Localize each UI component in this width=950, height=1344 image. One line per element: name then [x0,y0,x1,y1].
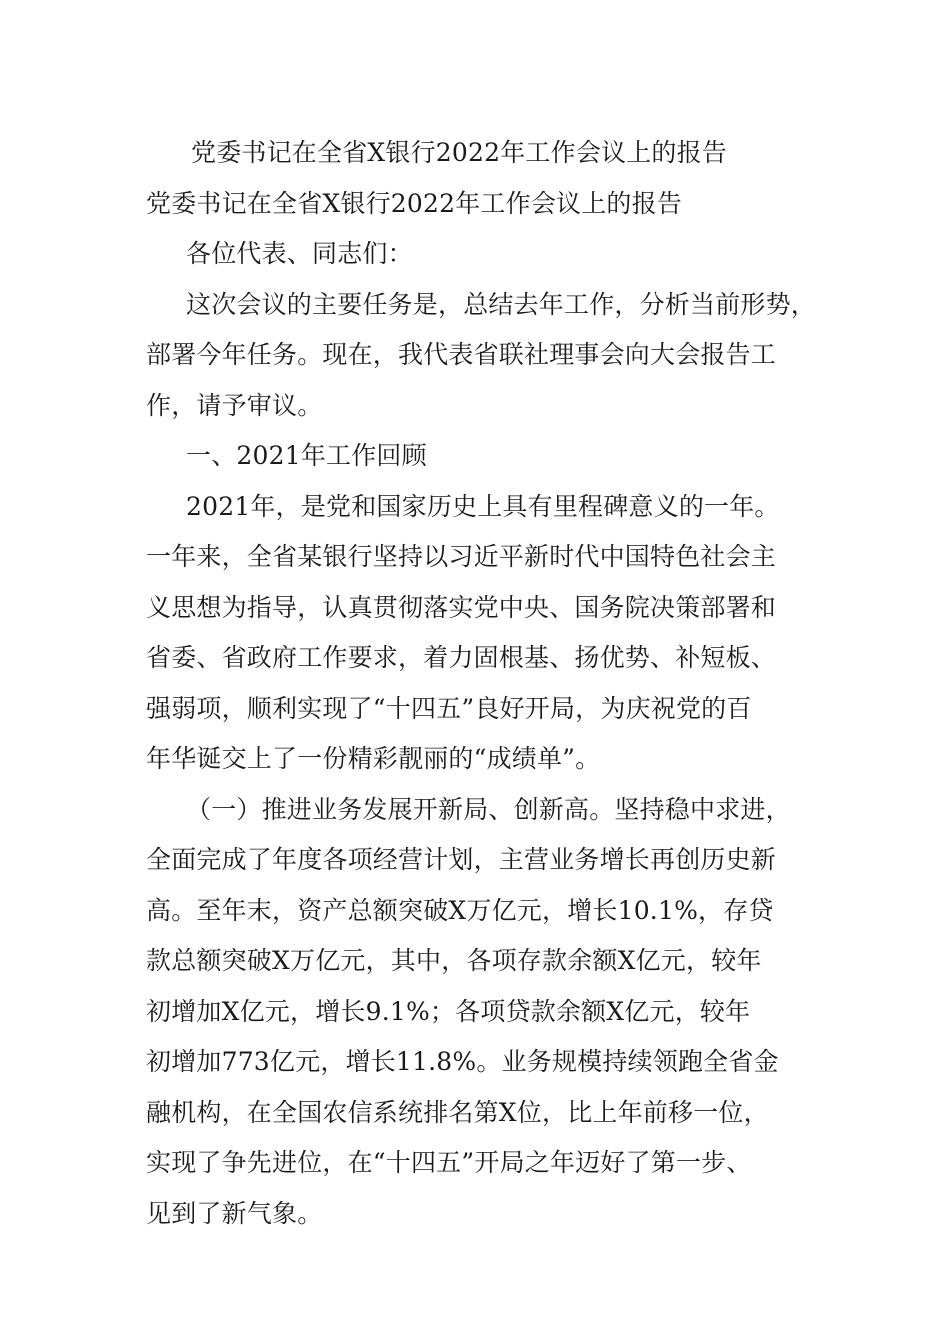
text-line: 实现了争先进位，在“十四五”开局之年迈好了第一步、 [146,1148,752,1177]
text-line: 各位代表、同志们： [186,239,413,268]
text-line: 这次会议的主要任务是，总结去年工作，分析当前形势， [186,289,817,319]
text-line: 作，请予审议。 [146,390,323,420]
text-line: 高。至年末，资产总额突破X万亿元，增长10.1%，存贷 [146,895,774,925]
text-line: 初增加X亿元，增长9.1%；各项贷款余额X亿元，较年 [146,996,751,1026]
document-body [146,128,817,1239]
text-line: 义思想为指导，认真贯彻落实党中央、国务院决策部署和 [146,592,777,622]
text-line: 省委、省政府工作要求，着力固根基、扬优势、补短板、 [146,643,777,672]
text-line: 见到了新气象。 [146,1198,323,1228]
text-line: 全面完成了年度各项经营计划，主营业务增长再创历史新 [146,845,777,874]
text-line: 部署今年任务。现在，我代表省联社理事会向大会报告工 [146,340,777,369]
text-line: 2021年，是党和国家历史上具有里程碑意义的一年。 [186,491,780,521]
text-line: 年华诞交上了一份精彩靓丽的“成绩单”。 [146,744,601,773]
text-line: （一）推进业务发展开新局、创新高。坚持稳中求进， [186,794,791,824]
text-line: 融机构，在全国农信系统排名第X位，比上年前移一位， [146,1097,769,1127]
text-line: 强弱项，顺利实现了“十四五”良好开局，为庆祝党的百 [146,693,752,723]
text-line: 款总额突破X万亿元，其中，各项存款余额X亿元，较年 [146,946,762,975]
document-title: 党委书记在全省X银行2022年工作会议上的报告 [191,138,728,167]
text-line: 一、2021年工作回顾 [186,441,427,470]
document-subtitle: 党委书记在全省X银行2022年工作会议上的报告 [146,188,683,218]
text-line: 一年来，全省某银行坚持以习近平新时代中国特色社会主 [146,542,777,571]
text-line: 初增加773亿元，增长11.8%。业务规模持续领跑全省金 [146,1047,779,1076]
